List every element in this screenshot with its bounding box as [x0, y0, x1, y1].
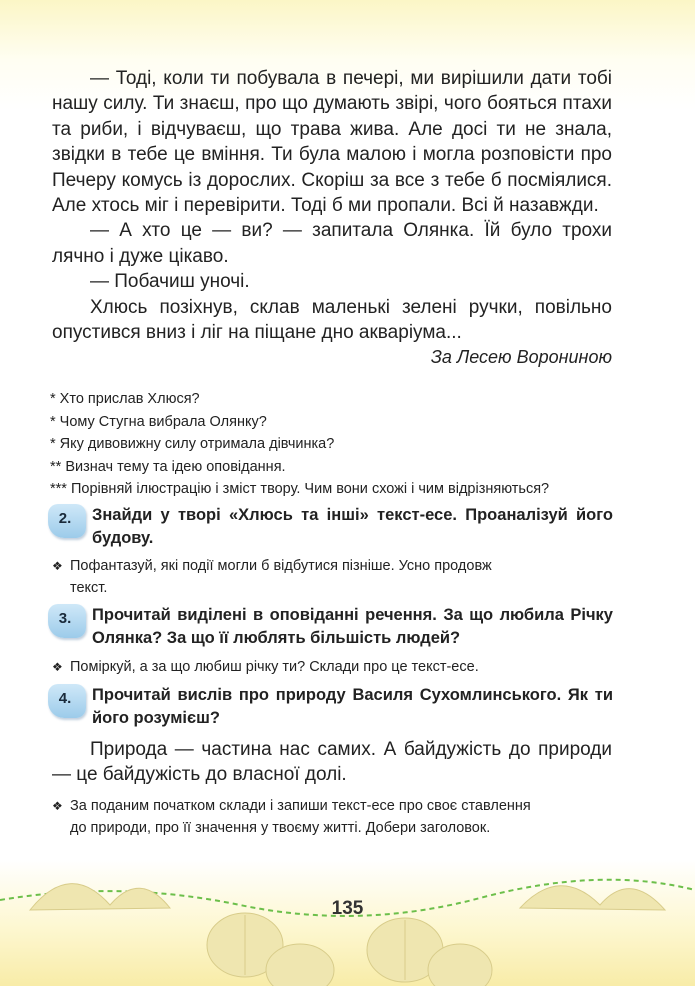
- question-item: * Яку дивовижну силу отримала дівчинка?: [50, 436, 335, 453]
- question-item: *** Порівняй ілюстрацію і зміст твору. Чим вони схожі і чим відрізняються?: [50, 481, 550, 498]
- task-number-badge: 3.: [48, 604, 86, 638]
- story-paragraph: Хлюсь позіхнув, склав маленькі зелені ручки, повільно опустився вниз і ліг на піщане дно акваріума...: [52, 296, 612, 344]
- bullet-item: ❖ Поміркуй, а за що любиш річку ти? Склади про це текст-есе.: [52, 656, 612, 678]
- sukhomlynsky-quote: Природа — частина нас самих. А байдужість до природи — це байдужість до власної долі.: [52, 739, 612, 786]
- story-author: За Лесею Ворониною: [430, 347, 612, 368]
- question-item: * Хто прислав Хлюся?: [50, 391, 200, 407]
- diamond-bullet-icon: ❖: [52, 559, 63, 573]
- task-4: [48, 684, 613, 730]
- diamond-bullet-icon: ❖: [52, 660, 63, 674]
- question-item: ** Визнач тему та ідею оповідання.: [50, 458, 286, 475]
- task-number-badge: 4.: [48, 684, 86, 718]
- page-number: 135: [331, 898, 364, 919]
- story-paragraph: — Побачиш уночі.: [90, 271, 250, 293]
- task-text: Прочитай вислів про природу Василя Сухомлинського. Як ти його розумієш?: [92, 686, 613, 727]
- question-list: [50, 388, 615, 501]
- bullet-item: ❖ За поданим початком склади і запиши текст-есе про своє ставлення до природи, про її значення у твоєму житті. Добери заголовок.: [52, 795, 612, 839]
- bullet-item: ❖ Пофантазуй, які події могли б відбутися пізніше. Усно продовж текст.: [52, 555, 612, 599]
- diamond-bullet-icon: ❖: [52, 799, 63, 813]
- story-paragraph: — А хто це — ви? — запитала Олянка. Їй було трохи лячно і дуже цікаво.: [52, 220, 612, 267]
- task-3: [48, 604, 613, 650]
- task-text: Прочитай виділені в оповіданні речення. За що любила Річку Олянка? За що її люблять більшість людей?: [92, 606, 613, 647]
- task-number-badge: 2.: [48, 504, 86, 538]
- task-2: [48, 504, 613, 550]
- task-text: Знайди у творі «Хлюсь та інші» текст-есе. Проаналізуй його будову.: [92, 506, 613, 547]
- question-item: * Чому Стугна вибрала Олянку?: [50, 413, 267, 430]
- story-paragraph: — Тоді, коли ти побувала в печері, ми вирішили дати тобі нашу силу. Ти знаєш, про що думають звірі, чого бояться птахи та риби, і відчуваєш, що трава жива. Але досі ти не знала, звідки в тебе це вміння. Ти була малою і могла розповісти про Печеру комусь із дорослих. Скоріш за все з тебе б посміялися. Але хтось міг і перевірити. Тоді б ми пропали. Всі й назавжди.: [52, 68, 612, 217]
- story-text: [52, 66, 612, 370]
